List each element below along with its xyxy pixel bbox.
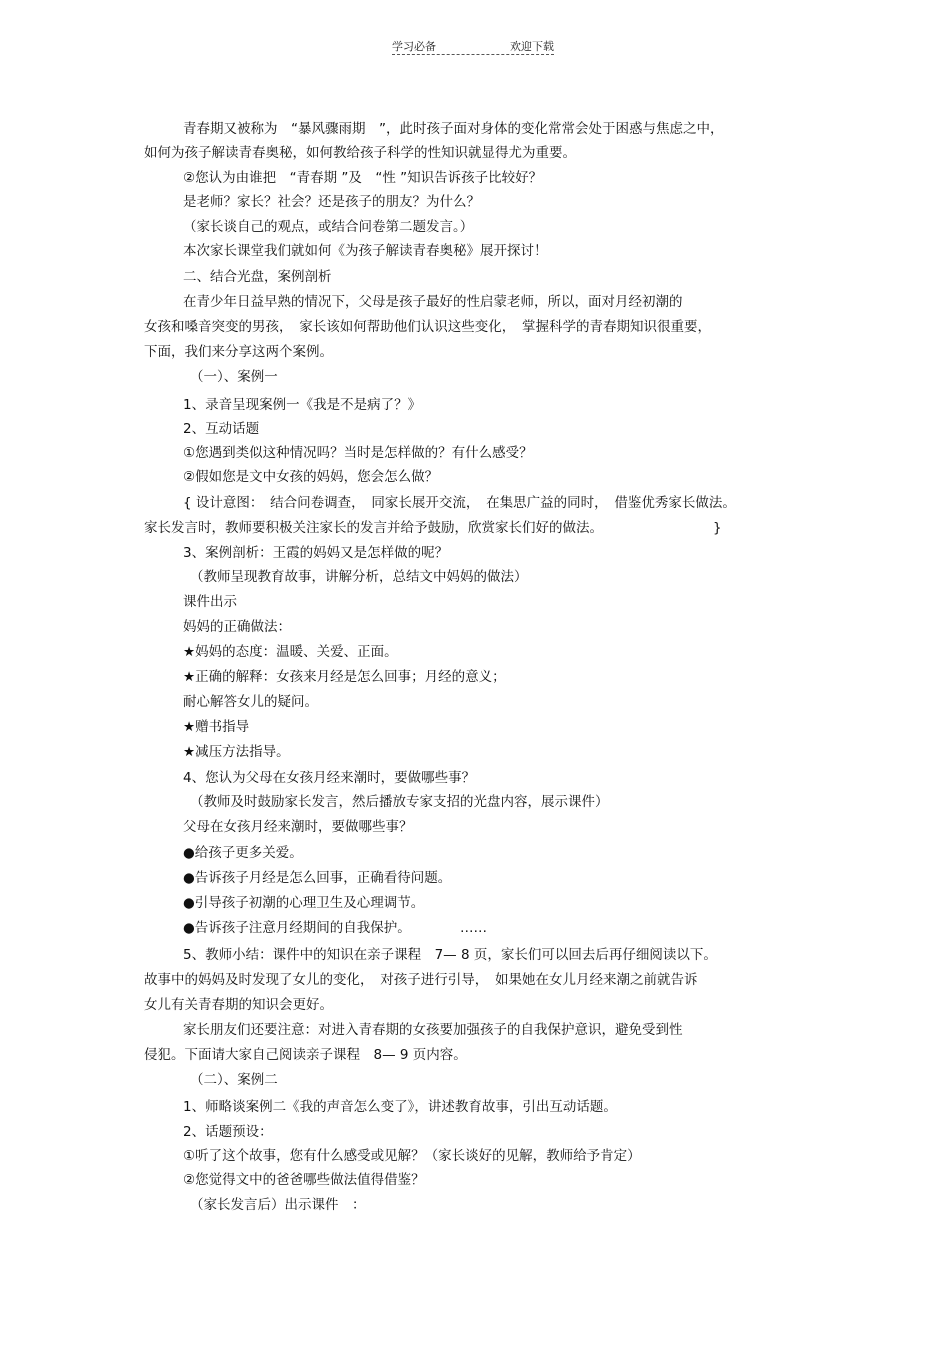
paragraph-line: 2、互动话题: [183, 421, 260, 437]
paragraph-line: 1、录音呈现案例一《我是不是病了？》: [183, 397, 422, 413]
paragraph-line: （家长发言后）出示课件 ：: [190, 1197, 366, 1213]
paragraph-line: 是老师？家长？社会？还是孩子的朋友？为什么？: [183, 194, 480, 210]
paragraph-line: { 设计意图： 结合问卷调查， 同家长展开交流， 在集思广益的同时， 借鉴优秀家长做法。: [183, 495, 736, 511]
paragraph-line: 在青少年日益早熟的情况下，父母是孩子最好的性启蒙老师，所以，面对月经初潮的: [183, 294, 683, 310]
paragraph-line: 女儿有关青春期的知识会更好。: [144, 997, 333, 1013]
paragraph-line: 5、教师小结：课件中的知识在亲子课程 7— 8 页，家长们可以回去后再仔细阅读以下。: [183, 947, 717, 963]
paragraph-line: 父母在女孩月经来潮时，要做哪些事？: [183, 819, 413, 835]
paragraph-line: 青春期又被称为 “暴风骤雨期 ”，此时孩子面对身体的变化常常会处于困惑与焦虑之中，: [183, 121, 724, 137]
paragraph-line: 家长朋友们还要注意：对进入青春期的女孩要加强孩子的自我保护意识，避免受到性: [183, 1022, 683, 1038]
paragraph-line: 侵犯。下面请大家自己阅读亲子课程 8— 9 页内容。: [144, 1047, 467, 1063]
paragraph-line: 妈妈的正确做法：: [183, 619, 291, 635]
paragraph-line: ●告诉孩子月经是怎么回事，正确看待问题。: [183, 870, 452, 886]
paragraph-line: ①听了这个故事，您有什么感受或见解？（家长谈好的见解，教师给予肯定）: [183, 1148, 641, 1164]
paragraph-line: 本次家长课堂我们就如何《为孩子解读青春奥秘》展开探讨！: [183, 243, 548, 259]
header-right-text: 欢迎下载: [510, 40, 554, 53]
paragraph-line: 女孩和嗓音突变的男孩， 家长该如何帮助他们认识这些变化， 掌握科学的青春期知识很重要，: [144, 319, 711, 335]
paragraph-line: （教师呈现教育故事，讲解分析，总结文中妈妈的做法）: [190, 569, 528, 585]
paragraph-line: 2、话题预设：: [183, 1124, 273, 1140]
paragraph-line: ②您觉得文中的爸爸哪些做法值得借鉴？: [183, 1172, 425, 1188]
paragraph-line: ★妈妈的态度：温暖、关爱、正面。: [183, 644, 398, 660]
ellipsis: ……: [460, 920, 487, 936]
paragraph-line: 耐心解答女儿的疑问。: [183, 694, 318, 710]
paragraph-line: ●引导孩子初潮的心理卫生及心理调节。: [183, 895, 425, 911]
paragraph-line: ★赠书指导: [183, 719, 250, 735]
paragraph-line: （教师及时鼓励家长发言，然后播放专家支招的光盘内容，展示课件）: [190, 794, 609, 810]
paragraph-line: ●给孩子更多关爱。: [183, 845, 303, 861]
paragraph-line: 故事中的妈妈及时发现了女儿的变化， 对孩子进行引导， 如果她在女儿月经来潮之前就告诉: [144, 972, 698, 988]
paragraph-line: ●告诉孩子注意月经期间的自我保护。: [183, 920, 411, 936]
subsection-heading: （二）、案例二: [190, 1072, 278, 1088]
header-divider: [392, 54, 554, 55]
section-heading: 二、结合光盘，案例剖析: [183, 269, 332, 285]
paragraph-line: 3、案例剖析：王霞的妈妈又是怎样做的呢？: [183, 545, 449, 561]
paragraph-line: 4、您认为父母在女孩月经来潮时，要做哪些事？: [183, 770, 476, 786]
closing-brace: }: [713, 520, 722, 536]
paragraph-line: ①您遇到类似这种情况吗？当时是怎样做的？有什么感受？: [183, 445, 533, 461]
paragraph-line: 如何为孩子解读青春奥秘，如何教给孩子科学的性知识就显得尤为重要。: [144, 145, 576, 161]
paragraph-line: ★减压方法指导。: [183, 744, 290, 760]
page-header: [392, 38, 554, 54]
paragraph-line: ★正确的解释：女孩来月经是怎么回事；月经的意义；: [183, 669, 506, 685]
paragraph-line: 下面，我们来分享这两个案例。: [144, 344, 333, 360]
paragraph-line: 家长发言时，教师要积极关注家长的发言并给予鼓励，欣赏家长们好的做法。: [144, 520, 603, 536]
header-left-text: 学习必备: [392, 40, 436, 53]
paragraph-line: ②您认为由谁把 “青春期 ”及 “性 ”知识告诉孩子比较好？: [183, 170, 543, 186]
paragraph-line: ②假如您是文中女孩的妈妈，您会怎么做？: [183, 469, 439, 485]
paragraph-line: 1、师略谈案例二《我的声音怎么变了》，讲述教育故事，引出互动话题。: [183, 1099, 617, 1115]
paragraph-line: 课件出示: [183, 594, 237, 610]
subsection-heading: （一）、案例一: [190, 369, 278, 385]
paragraph-line: （家长谈自己的观点，或结合问卷第二题发言。）: [183, 219, 474, 235]
